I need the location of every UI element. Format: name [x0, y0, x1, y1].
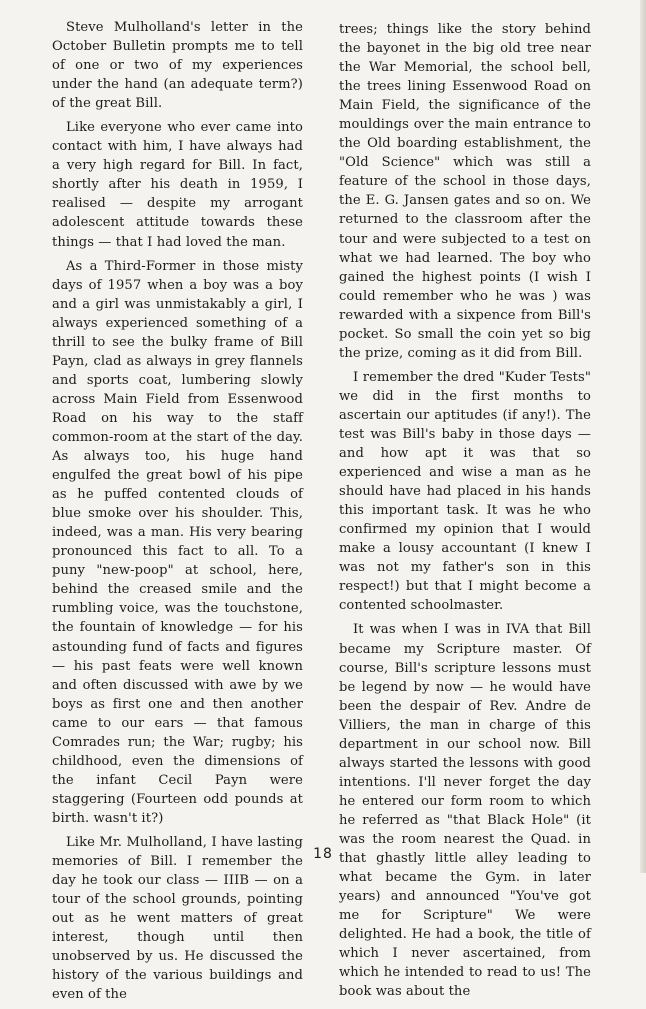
page-number: 18 — [313, 846, 333, 862]
page-edge-shadow — [640, 0, 646, 873]
paragraph: Steve Mulholland's letter in the October Bulletin prompts me to tell of one or two of my experiences under the hand (an adequate term?) of the great Bill. — [52, 20, 303, 112]
paragraph: I remember the dred "Kuder Tests" we did in the first months to ascertain our aptitudes (if any!). The test was Bill's baby in those days — and how apt it was that so experienced and wise a man as he should have had placed in his hands this important task. It was he who confirmed my opinion that I would make a lousy accountant (I knew I was not my father's son in this respect!) but that I might become a contented schoolmaster. — [339, 369, 591, 614]
paragraph: Like Mr. Mulholland, I have lasting memories of Bill. I remember the day he took our class — IIIB — on a tour of the school grounds, pointing out as he went matters of great interest, though until then unobserved by us. He discussed the history of the various buildings and even of the — [52, 834, 303, 1003]
paragraph: Like everyone who ever came into contact with him, I have always had a very high regard for Bill. In fact, shortly after his death in 1959, I realised — despite my arrogant adolescent attitude towards these things — that I had loved the man. — [52, 120, 303, 250]
paragraph: As a Third-Former in those misty days of 1957 when a boy was a boy and a girl was unmistakably a girl, I always experienced something of a thrill to see the bulky frame of Bill Payn, clad as always in grey flannels and sports coat, lumbering slowly across Main Field from Essenwood Road on his way to the staff common-room at the start of the day. As always too, his huge hand engulfed the great bowl of his pipe as he puffed contented clouds of blue smoke over his shoulder. This, indeed, was a man. His very bearing pronounced this fact to all. To a puny "new-poop" at school, here, behind the creased smile and the rumbling voice, was the touchstone, the fountain of knowledge — for his astounding fund of facts and figures — his past feats were well known and often discussed with awe by we boys as first one and then another came to our ears — that famous Comrades run; the War; rugby; his childhood, even the dimensions of the infant Cecil Payn were staggering (Fourteen odd pounds at birth. wasn't it?) — [52, 258, 303, 826]
paragraph-continuation: trees; things like the story behind the bayonet in the big old tree near the War Memorial, the school bell, the trees lining Essenwood Road on Main Field, the significance of the mouldings over the main entrance to the Old boarding establishment, the "Old Science" which was still a feature of the school in those days, the E. G. Jansen gates and so on. We returned to the classroom after the tour and were subjected to a test on what we had learned. The boy who gained the highest points (I wish I could remember who he was ) was rewarded with a sixpence from Bill's pocket. So small the coin yet so big the prize, coming as it did from Bill. — [339, 22, 591, 361]
paragraph: It was when I was in IVA that Bill became my Scripture master. Of course, Bill's scripture lessons must be legend by now — he would have been the despair of Rev. Andre de Villiers, the man in charge of this department in our school now. Bill always started the lessons with good intentions. I'll never forget the day he entered our form room to which he referred as "that Black Hole" (it was the room nearest the Quad. in that ghastly little alley leading to what became the Gym. in later years) and announced "You've got me for Scripture" We were delighted. He had a book, the title of which I never ascertained, from which he intended to read to us! The book was about the — [339, 622, 591, 1000]
